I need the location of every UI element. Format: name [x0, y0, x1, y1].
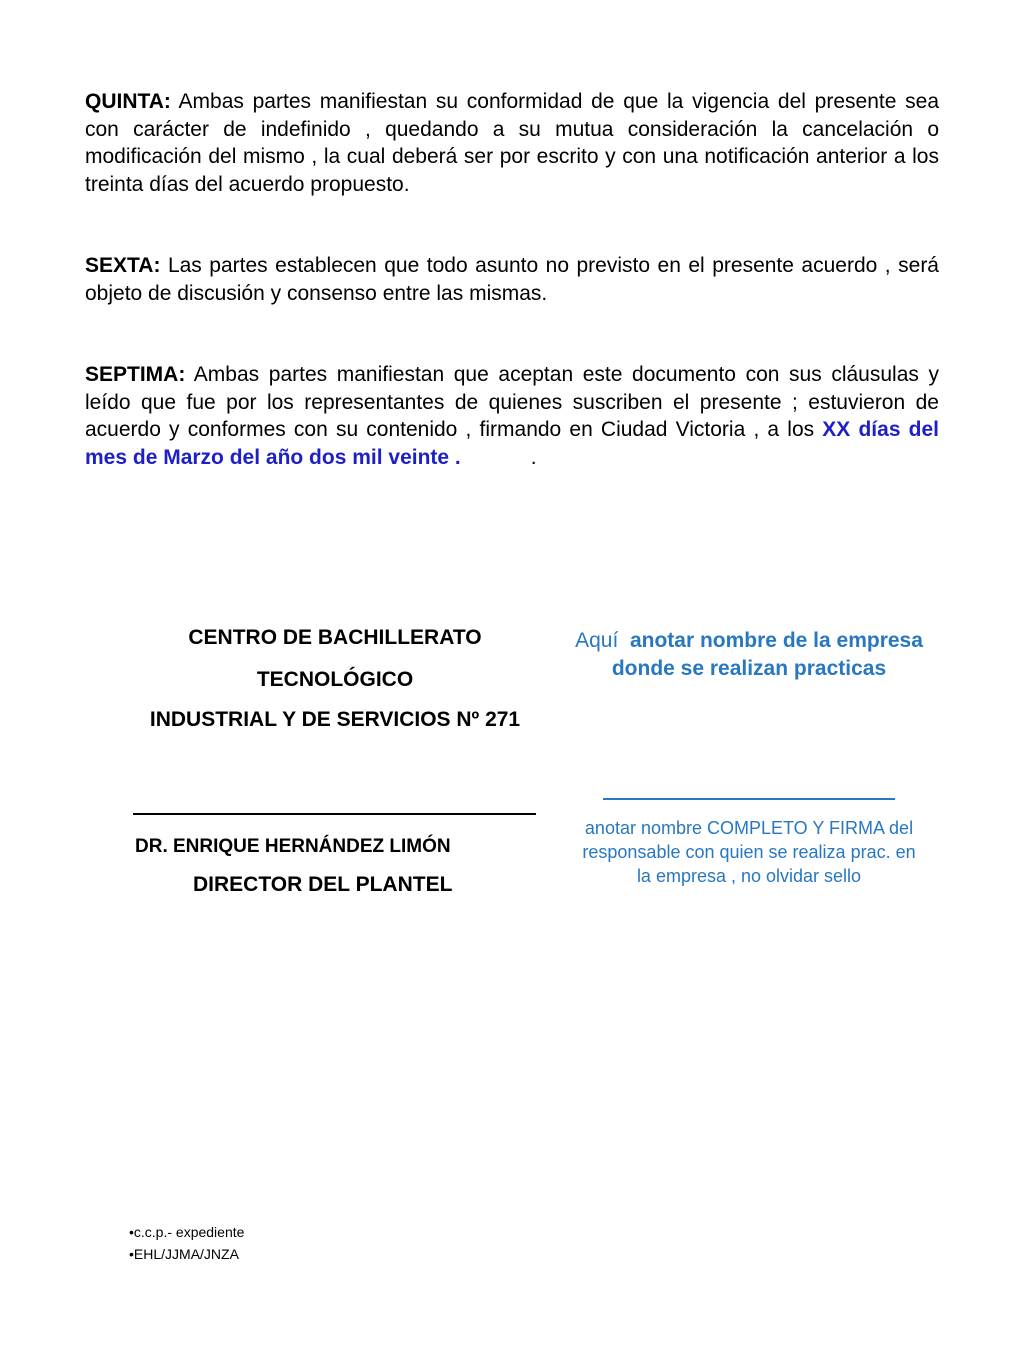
director-name: DR. ENRIQUE HERNÁNDEZ LIMÓN	[135, 836, 451, 857]
company-name-line1: anotar nombre de la empresa	[629, 629, 923, 652]
company-signature-line	[603, 798, 895, 800]
company-signature-note	[555, 816, 943, 888]
clause-quinta-text: Ambas partes manifiestan su conformidad de que la vigencia del presente sea con carácter de indefinido , quedando a su mutua consideración la cancelación o modificación del mismo , la cual deberá ser por escrito y con una notificación anterior a los treinta días del acuerdo propuesto.	[85, 90, 939, 196]
school-name-line3: INDUSTRIAL Y DE SERVICIOS Nº 271	[149, 708, 521, 731]
clause-septima-tail: .	[530, 445, 537, 469]
director-signature-line	[133, 813, 536, 815]
company-prefix: Aquí	[575, 629, 619, 652]
clause-septima	[85, 361, 939, 471]
footer-initials: •EHL/JJMA/JNZA	[129, 1246, 239, 1262]
footer-ccp: •c.c.p.- expediente	[129, 1224, 245, 1240]
director-title: DIRECTOR DEL PLANTEL	[193, 873, 453, 896]
clause-septima-text: Ambas partes manifiestan que aceptan este documento con sus cláusulas y leído que fue por los representantes de quienes suscriben el presente ; estuvieron de acuerdo y conformes con su contenido , firmando en Ciudad Victoria , a los	[85, 363, 939, 441]
company-note-line1: anotar nombre COMPLETO Y FIRMA del	[584, 818, 914, 838]
school-name-line1: CENTRO DE BACHILLERATO	[188, 626, 482, 649]
clause-quinta	[85, 88, 939, 198]
clause-sexta-label: SEXTA:	[85, 254, 161, 277]
clause-sexta-text: Las partes establecen que todo asunto no previsto en el presente acuerdo , será objeto de discusión y consenso entre las mismas.	[85, 254, 939, 305]
company-note-line3: la empresa , no olvidar sello	[636, 866, 862, 886]
clause-septima-label: SEPTIMA:	[85, 363, 186, 386]
date-placeholder: XX días del mes de Marzo del año dos mil veinte .	[85, 418, 940, 469]
clause-sexta	[85, 252, 939, 307]
school-name-line2: TECNOLÓGICO	[256, 668, 414, 691]
company-name-line2: donde se realizan practicas	[611, 657, 887, 680]
company-signature-block	[555, 627, 943, 683]
company-note-line2: responsable con quien se realiza prac. en	[582, 842, 916, 862]
clause-quinta-label: QUINTA:	[85, 90, 171, 113]
